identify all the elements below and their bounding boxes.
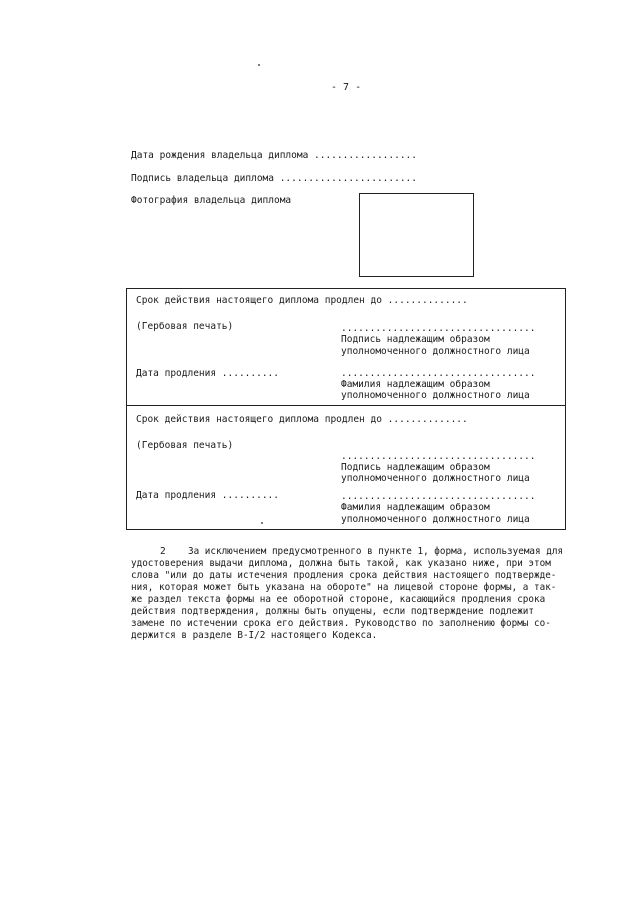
renewal-2-name-dots: .................................. [341, 491, 536, 502]
renewal-1-sig-dots: .................................. [341, 323, 536, 334]
renewal-2-date: Дата продления .......... [136, 490, 279, 501]
renewal-2-seal: (Гербовая печать) [136, 440, 234, 451]
renewal-1-date: Дата продления .......... [136, 368, 279, 379]
renewal-1-heading: Срок действия настоящего диплома продлен до .............. [136, 295, 468, 306]
footnote-number: 2 [160, 546, 166, 557]
renewal-2-heading: Срок действия настоящего диплома продлен до .............. [136, 414, 468, 425]
footnote-line: держится в разделе В-I/2 настоящего Кодекса. [131, 630, 378, 641]
scan-speck [258, 64, 260, 66]
renewal-1-name-label-2: уполномоченного должностного лица [341, 390, 530, 401]
footnote-line: удостоверения выдачи диплома, должна быть такой, как указано ниже, при этом [131, 558, 551, 569]
photo-box [359, 193, 474, 277]
renewal-1-sig-label: Подпись надлежащим образом [341, 334, 490, 345]
birth-date-field: Дата рождения владельца диплома .................. [131, 150, 417, 161]
renewal-2-sig-label-2: уполномоченного должностного лица [341, 473, 530, 484]
page-number: - 7 - [331, 82, 362, 93]
footnote-line: слова "или до даты истечения продления срока действия настоящего подтвержде- [131, 570, 557, 581]
renewal-1-sig-label-2: уполномоченного должностного лица [341, 346, 530, 357]
photo-label: Фотография владельца диплома [131, 195, 292, 206]
renewal-1-name-dots: .................................. [341, 368, 536, 379]
renewal-2-sig-label: Подпись надлежащим образом [341, 462, 490, 473]
renewal-divider [126, 405, 566, 406]
footnote-line: замене по истечении срока его действия. Руководство по заполнению формы со- [131, 618, 551, 629]
footnote-line: действия подтверждения, должны быть опущены, если подтверждение подлежит [131, 606, 534, 617]
renewal-1-seal: (Гербовая печать) [136, 321, 234, 332]
renewal-2-name-label-2: уполномоченного должностного лица [341, 514, 530, 525]
footnote-line: ния, которая может быть указана на обороте" на лицевой стороне формы, а так- [131, 582, 557, 593]
renewal-2-sig-dots: .................................. [341, 451, 536, 462]
renewal-1-name-label: Фамилия надлежащим образом [341, 379, 490, 390]
footnote-line: За исключением предусмотренного в пункте 1, форма, используемая для [188, 546, 564, 557]
renewal-2-name-label: Фамилия надлежащим образом [341, 502, 490, 513]
footnote-line: же раздел текста формы на ее оборотной стороне, касающийся продления срока [131, 594, 546, 605]
holder-signature-field: Подпись владельца диплома ........................ [131, 173, 417, 184]
scan-speck [261, 522, 263, 524]
